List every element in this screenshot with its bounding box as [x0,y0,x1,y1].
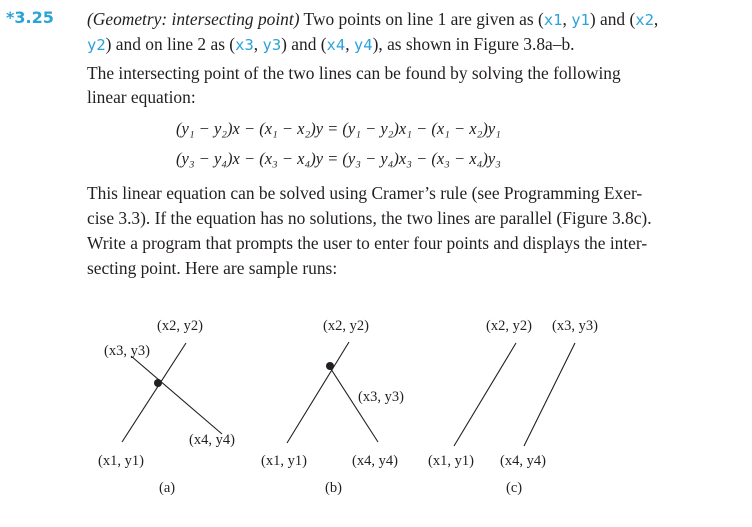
equation-1: (y₁ − y₂)x − (x₁ − x₂)y = (y₁ − y₂)x₁ − (x₁ − x₂)y₁ [176,119,501,138]
var-y2: y2 [87,36,106,54]
fig-c-caption: (c) [506,480,523,496]
fig-a-label-p3: (x3, y3) [104,343,150,359]
figure-3-8 [0,300,752,527]
paragraph-3-line-4: secting point. Here are sample runs: [87,258,338,278]
fig-a-intersection-point [154,379,162,387]
fig-a-label-p2: (x2, y2) [157,318,203,334]
exercise-intro-line-2 [87,32,575,57]
figure-c [428,318,598,496]
fig-a-caption: (a) [159,480,176,496]
var-x3: x3 [235,36,254,54]
fig-a-label-p1: (x1, y1) [98,453,144,469]
paragraph-3-line-2: cise 3.3). If the equation has no solutions, the two lines are parallel (Figure 3.8c). [87,208,652,228]
fig-c-line-2 [524,343,575,446]
fig-b-caption: (b) [325,480,342,496]
intro-text-b: ) and ( [589,9,636,29]
figure-b [261,318,404,496]
figure-a [98,318,235,496]
intro-comma-2: , [653,9,659,29]
fig-b-label-p1: (x1, y1) [261,453,307,469]
fig-b-label-p2: (x2, y2) [323,318,369,334]
fig-c-line-1 [454,343,516,446]
paragraph-3-line-3: Write a program that prompts the user to enter four points and displays the inter- [87,233,648,253]
var-y4: y4 [353,36,373,54]
var-x1: x1 [543,11,563,29]
equation-2: (y₃ − y₄)x − (x₃ − x₄)y = (y₃ − y₄)x₃ − (x₃ − x₄)y₃ [176,149,501,168]
fig-b-intersection-point [326,362,334,370]
intro-text-c: ) and on line 2 as ( [105,34,236,54]
fig-a-label-p4: (x4, y4) [189,432,235,448]
fig-c-label-p3: (x3, y3) [552,318,598,334]
fig-b-label-p4: (x4, y4) [352,453,398,469]
intro-comma-4: , [345,34,354,54]
paragraph-2-line-2: linear equation: [87,87,196,107]
var-x4: x4 [326,36,346,54]
fig-c-label-p4: (x4, y4) [500,453,546,469]
fig-b-line-1 [287,342,349,443]
intro-comma-3: , [253,34,263,54]
fig-a-line-2 [131,356,222,434]
var-y3: y3 [262,36,282,54]
intro-text-a: Two points on line 1 are given as ( [299,9,544,29]
intro-text-d: ) and ( [281,34,327,54]
var-x2: x2 [635,11,654,29]
fig-b-label-p3: (x3, y3) [358,389,404,405]
intro-comma-1: , [562,9,572,29]
var-y1: y1 [571,11,590,29]
fig-c-label-p1: (x1, y1) [428,453,474,469]
exercise-title: (Geometry: intersecting point) [87,9,300,29]
fig-c-label-p2: (x2, y2) [486,318,532,334]
paragraph-3-line-1: This linear equation can be solved using Cramer’s rule (see Programming Exer- [87,183,643,203]
exercise-number: *3.25 [6,8,54,27]
paragraph-2-line-1: The intersecting point of the two lines can be found by solving the following [87,63,621,83]
intro-text-e: ), as shown in Figure 3.8a–b. [372,34,575,54]
exercise-intro-line-1 [87,7,658,32]
